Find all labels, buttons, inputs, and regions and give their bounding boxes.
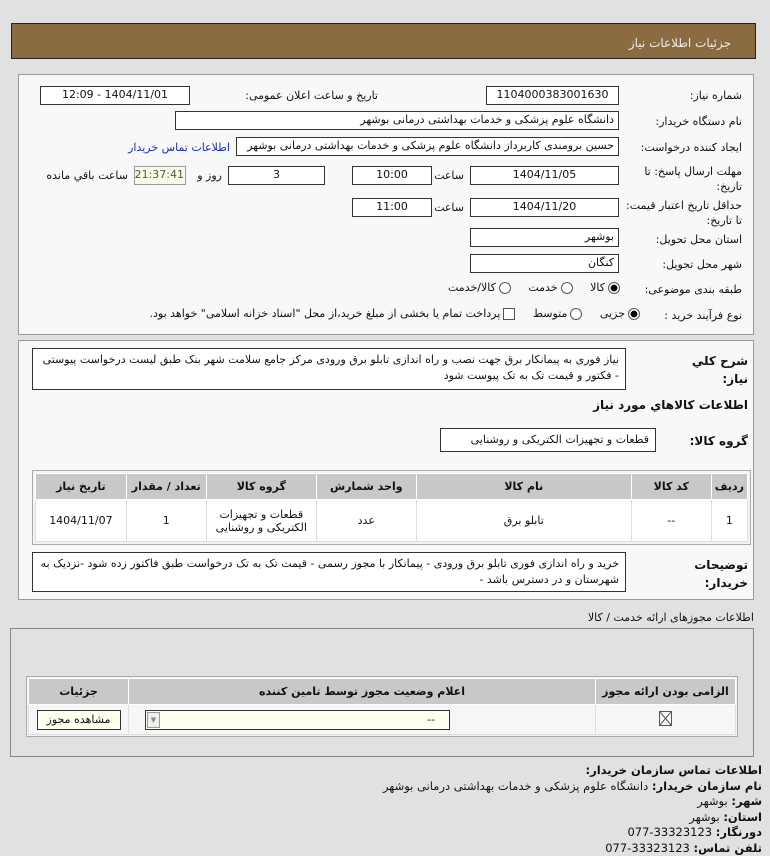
buyer-contact-link[interactable]: اطلاعات تماس خریدار: [128, 141, 230, 154]
deadline-date-field: 1404/11/05: [470, 166, 619, 185]
goods-group-label: گروه کالا:: [690, 434, 748, 448]
radio-icon[interactable]: [570, 308, 582, 320]
status-cell: [129, 705, 596, 735]
notes-text: خرید و راه اندازی فوری تابلو برق ورودی - پیمانکار با مجوز رسمی - قیمت تک به تک درخواست طبق فاکتور زده شود -نزدیک به شهرستان و در دسترس باشد -: [32, 552, 626, 592]
days-label: روز و: [197, 169, 222, 182]
required-cell: [596, 705, 736, 735]
cell-code: --: [631, 500, 711, 542]
process-radios: [150, 307, 640, 320]
buyer-org-field: دانشگاه علوم پزشکی و خدمات بهداشتی درمانی بوشهر: [175, 111, 619, 130]
goods-group-field: قطعات و تجهیزات الکتریکی و روشنایی: [440, 428, 656, 452]
radio-icon[interactable]: [628, 308, 640, 320]
col-code: کد کالا: [631, 474, 711, 500]
province-label: استان محل تحویل:: [656, 233, 742, 246]
contact-phone: تلفن تماس: 077-33323123: [383, 841, 762, 856]
buyer-contact-info: [383, 763, 762, 856]
cell-row: 1: [711, 500, 747, 542]
page-header: [11, 23, 756, 59]
contact-fax: دورنگار: 077-33323123: [383, 825, 762, 841]
category-goods-service[interactable]: کالا/خدمت: [448, 281, 511, 294]
city-field: کنگان: [470, 254, 619, 273]
radio-icon[interactable]: [499, 282, 511, 294]
chevron-down-icon[interactable]: ▼: [147, 712, 160, 728]
summary-label: شرح کلي نیاز:: [688, 352, 748, 388]
remaining-label: ساعت باقي مانده: [46, 169, 128, 182]
deadline-label: مهلت ارسال پاسخ: تا تاریخ:: [622, 164, 742, 194]
details-cell: [29, 705, 129, 735]
validity-date-field: 1404/11/20: [470, 198, 619, 217]
remaining-time-field: 21:37:41: [134, 166, 186, 185]
days-field: 3: [228, 166, 325, 185]
category-service[interactable]: خدمت: [528, 281, 572, 294]
category-radios: [434, 281, 620, 294]
col-status: اعلام وضعیت مجوز توسط تامین کننده: [129, 679, 596, 705]
notes-label: توضیحات خریدار:: [688, 556, 748, 592]
radio-icon[interactable]: [608, 282, 620, 294]
goods-table-header: [36, 474, 748, 500]
permits-title: اطلاعات مجوزهای ارائه خدمت / کالا: [588, 611, 754, 624]
checkbox-crossed-icon: [659, 711, 672, 726]
col-unit: واحد شمارش: [316, 474, 416, 500]
col-row: ردیف: [711, 474, 747, 500]
cell-date: 1404/11/07: [36, 500, 127, 542]
validity-time-label: ساعت: [434, 201, 464, 214]
treasury-payment-option[interactable]: پرداخت تمام یا بخشی از مبلغ خرید،از محل "اسناد خزانه اسلامی" خواهد بود.: [150, 307, 516, 320]
radio-icon[interactable]: [561, 282, 573, 294]
category-label: طبقه بندی موضوعی:: [645, 283, 742, 296]
permits-table: [28, 678, 736, 735]
summary-text: نیاز فوری به پیمانکار برق جهت نصب و راه اندازی تابلو برق ورودی مرکز جامع سلامت شهر بنک طبق لیست درخواست پیوستی - فکتور و قیمت تک به تک پیوست شود: [32, 348, 626, 390]
table-row: [36, 500, 748, 542]
col-details: جزئیات: [29, 679, 129, 705]
category-goods[interactable]: کالا: [590, 281, 620, 294]
cell-name: تابلو برق: [416, 500, 631, 542]
need-number-label: شماره نیاز:: [690, 89, 742, 102]
contact-org: نام سازمان خریدار: دانشگاه علوم پزشکی و خدمات بهداشتی درمانی بوشهر: [383, 779, 762, 795]
permits-table-header: [29, 679, 736, 705]
validity-label: حداقل تاریخ اعتبار قیمت: تا تاریخ:: [622, 198, 742, 228]
need-number-field: 1104000383001630: [486, 86, 619, 105]
view-permit-button[interactable]: مشاهده مجوز: [37, 710, 121, 730]
contact-city: شهر: بوشهر: [383, 794, 762, 810]
col-required: الزامی بودن ارائه مجوز: [596, 679, 736, 705]
goods-table: [35, 473, 748, 542]
cell-qty: 1: [126, 500, 206, 542]
checkbox-icon[interactable]: [503, 308, 515, 320]
announce-field: 1404/11/01 - 12:09: [40, 86, 190, 105]
creator-label: ایجاد کننده درخواست:: [641, 141, 742, 154]
cell-group: قطعات و تجهیزات الکتریکی و روشنایی: [206, 500, 316, 542]
announce-label: تاریخ و ساعت اعلان عمومی:: [245, 89, 378, 102]
deadline-time-field: 10:00: [352, 166, 432, 185]
validity-time-field: 11:00: [352, 198, 432, 217]
cell-unit: عدد: [316, 500, 416, 542]
contact-title: اطلاعات تماس سازمان خریدار:: [383, 763, 762, 779]
process-label: نوع فرآیند خرید :: [664, 309, 742, 322]
province-field: بوشهر: [470, 228, 619, 247]
buyer-org-label: نام دستگاه خریدار:: [655, 115, 742, 128]
deadline-time-label: ساعت: [434, 169, 464, 182]
process-minor[interactable]: جزیی: [600, 307, 640, 320]
process-medium[interactable]: متوسط: [533, 307, 583, 320]
city-label: شهر محل تحویل:: [662, 258, 742, 271]
col-qty: تعداد / مقدار: [126, 474, 206, 500]
col-group: گروه کالا: [206, 474, 316, 500]
permits-table-wrap: [26, 676, 738, 737]
table-row: [29, 705, 736, 735]
col-name: نام کالا: [416, 474, 631, 500]
creator-field: حسین برومندی کاربرداز دانشگاه علوم پزشکی و خدمات بهداشتی درمانی بوشهر: [236, 137, 619, 156]
col-date: تاریخ نیاز: [36, 474, 127, 500]
page-title: جزئیات اطلاعات نیاز: [629, 36, 731, 50]
contact-province: استان: بوشهر: [383, 810, 762, 826]
goods-title: اطلاعات کالاهاي مورد نیاز: [593, 398, 748, 412]
permit-status-select[interactable]: -- ▼: [145, 710, 450, 730]
goods-table-wrap: [32, 470, 751, 545]
